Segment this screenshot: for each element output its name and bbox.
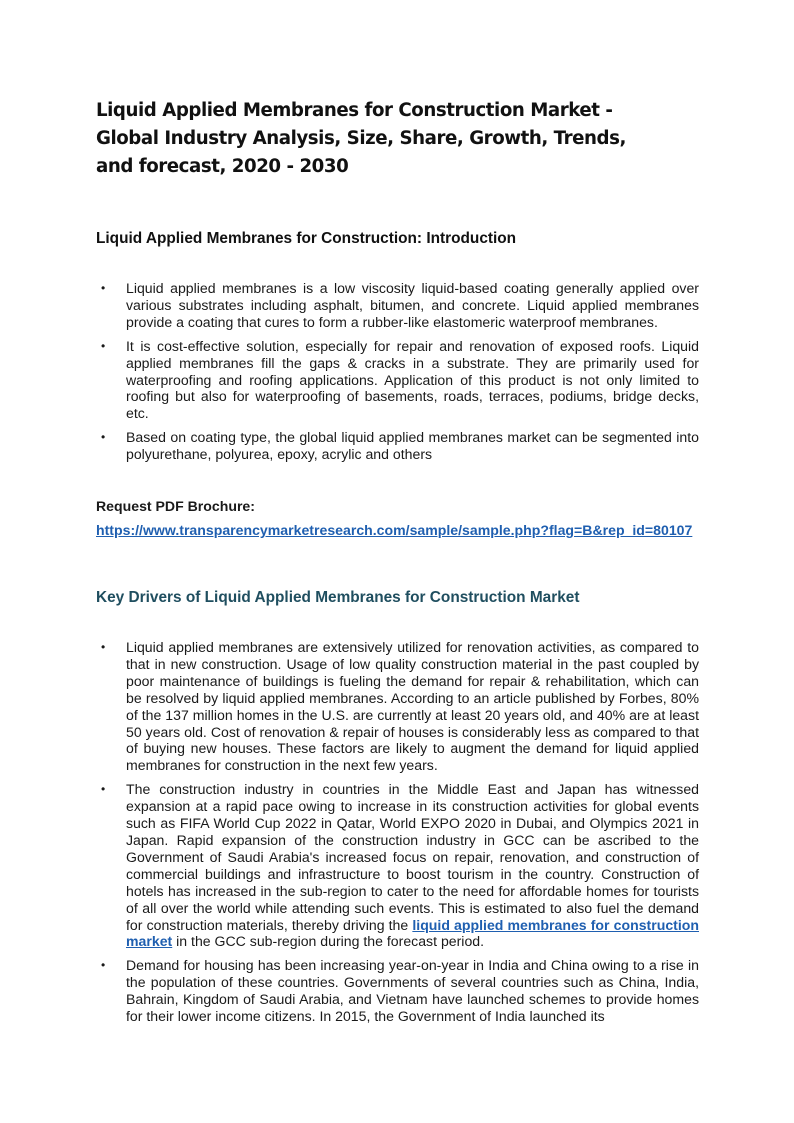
list-item-text: Liquid applied membranes is a low viscosity liquid-based coating generally applied over various substrates including asphalt, bitumen, and concrete. Liquid applied membranes provide a coating that cures to form a rubber-like elastomeric waterproof membranes.: [126, 280, 699, 330]
list-item: [96, 639, 699, 774]
list-item-text-end: in the GCC sub-region during the forecast period.: [172, 933, 485, 950]
market-report-link[interactable]: liquid applied membranes for construction market: [126, 916, 699, 950]
drivers-heading: Key Drivers of Liquid Applied Membranes for Construction Market: [96, 589, 580, 606]
intro-bullet-list: [96, 280, 699, 470]
brochure-link[interactable]: https://www.transparencymarketresearch.com/sample/sample.php?flag=B&rep_id=80107: [96, 522, 693, 538]
list-item-text: Liquid applied membranes are extensively utilized for renovation activities, as compared to that in new construction. Usage of low quality construction material in the past coupled by poor maintenance of buildings is fueling the demand for repair & rehabilitation, which can be resolved by liquid applied membranes. According to an article published by Forbes, 80% of the 137 million homes in the U.S. are currently at least 20 years old, and 40% are at least 50 years old. Cost of renovation & repair of houses is considerably less as compared to that of buying new houses. These factors are likely to augment the demand for liquid applied membranes for construction in the next few years.: [126, 639, 699, 774]
list-item: [96, 781, 699, 950]
list-item-text: It is cost-effective solution, especially for repair and renovation of exposed roofs. Liquid applied membranes fill the gaps & cracks in a substrate. They are primarily used for waterproofing and roofing applications. Application of this product is not only limited to roofing but also for waterproofing of basements, roads, terraces, podiums, bridge decks, etc.: [126, 337, 699, 422]
drivers-bullet-list: [96, 639, 699, 1032]
bullet-icon: •: [101, 958, 106, 973]
list-item-text: Based on coating type, the global liquid applied membranes market can be segmented into polyurethane, polyurea, epoxy, acrylic and others: [126, 429, 699, 463]
list-item-text-start: The construction industry in countries in the Middle East and Japan has witnessed expansion at a rapid pace owing to increase in its construction activities for global events such as FIFA World Cup 2022 in Qatar, World EXPO 2020 in Dubai, and Olympics 2021 in Japan. Rapid expansion of the construction industry in GCC can be ascribed to the Government of Saudi Arabia's increased focus on repair, renovation, and construction of commercial buildings and infrastructure to boost tourism in the country. Construction of hotels has increased in the sub-region to cater to the need for affordable homes for tourists of all over the world while attending such events. This is estimated to also fuel the demand for construction materials, thereby driving the: [126, 781, 699, 933]
bullet-icon: •: [101, 782, 106, 797]
list-item: [96, 957, 699, 1025]
list-item: [96, 338, 699, 423]
bullet-icon: •: [101, 640, 106, 654]
bullet-icon: •: [101, 281, 106, 295]
document-title: Liquid Applied Membranes for Construction Market - Global Industry Analysis, Size, Share, Growth, Trends, and forecast, 2020 - 2030: [96, 100, 626, 177]
list-item-text: Demand for housing has been increasing year-on-year in India and China owing to a rise in the population of these countries. Governments of several countries such as China, India, Bahrain, Kingdom of Saudi Arabia, and Vietnam have launched schemes to provide homes for their lower income citizens. In 2015, the Government of India launched its: [126, 957, 699, 1025]
list-item: [96, 280, 699, 331]
list-item: [96, 429, 699, 463]
brochure-label: Request PDF Brochure:: [96, 498, 255, 514]
bullet-icon: •: [101, 430, 106, 445]
bullet-icon: •: [101, 338, 106, 353]
intro-heading: Liquid Applied Membranes for Construction: Introduction: [96, 230, 517, 247]
